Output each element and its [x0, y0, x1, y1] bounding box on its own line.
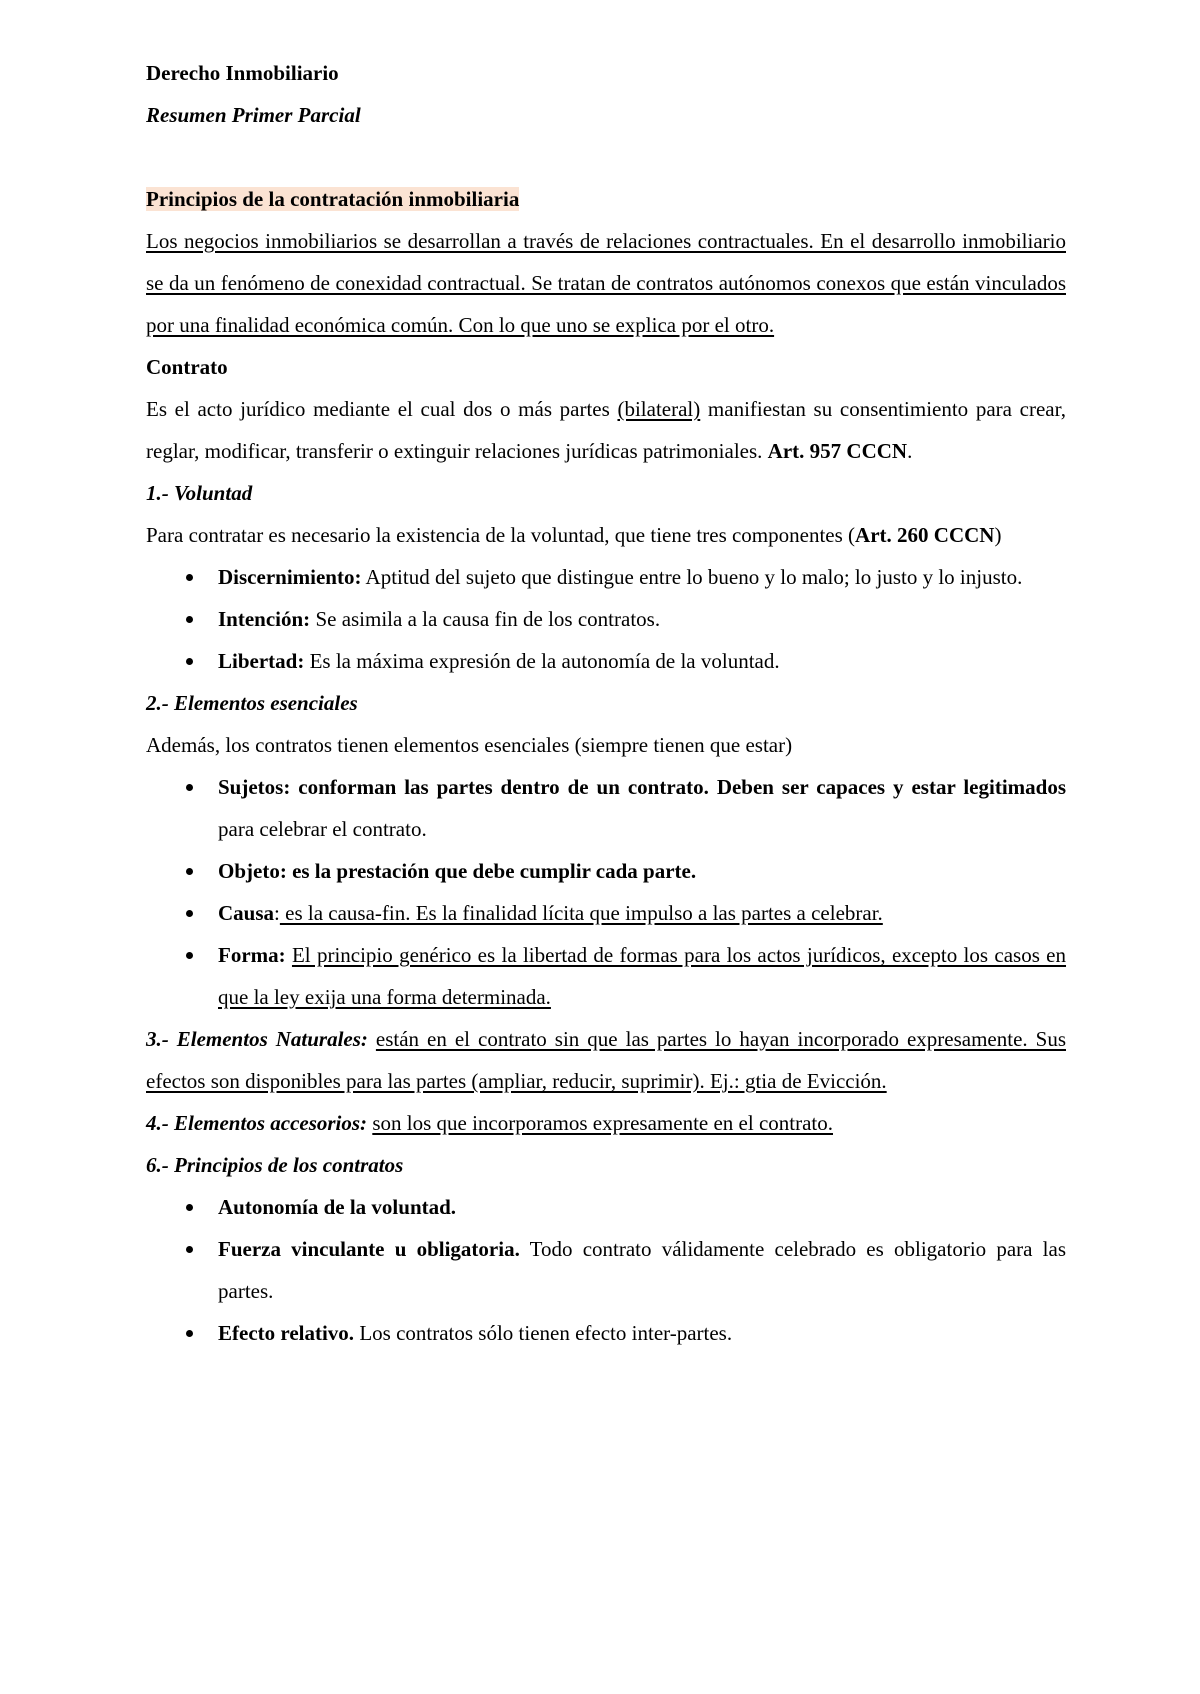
- list-item: Autonomía de la voluntad.: [146, 1186, 1066, 1228]
- list-item: Objeto: es la prestación que debe cumplir cada parte.: [146, 850, 1066, 892]
- list-item: Discernimiento: Aptitud del sujeto que distingue entre lo bueno y lo malo; lo justo y lo injusto.: [146, 556, 1066, 598]
- document-page: [146, 52, 1066, 1354]
- section-paragraph-principios: Los negocios inmobiliarios se desarrollan a través de relaciones contractuales. En el desarrollo inmobiliario se da un fenómeno de conexidad contractual. Se tratan de contratos autónomos conexos que están vinculados por una finalidad económica común. Con lo que uno se explica por el otro.: [146, 229, 1066, 337]
- naturales-paragraph: 3.- Elementos Naturales: están en el contrato sin que las partes lo hayan incorporado expresamente. Sus efectos son disponibles para las partes (ampliar, reducir, suprimir). Ej.: gtia de Evicción.: [146, 1027, 1066, 1093]
- list-item: Forma: El principio genérico es la libertad de formas para los actos jurídicos, excepto los casos en que la ley exija una forma determinada.: [146, 934, 1066, 1018]
- list-item: Causa: es la causa-fin. Es la finalidad lícita que impulso a las partes a celebrar.: [146, 892, 1066, 934]
- list-item: Fuerza vinculante u obligatoria. Todo contrato válidamente celebrado es obligatorio para las partes.: [146, 1228, 1066, 1312]
- principios-list: [146, 1186, 1066, 1354]
- accesorios-paragraph: 4.- Elementos accesorios: son los que incorporamos expresamente en el contrato.: [146, 1111, 833, 1135]
- list-item: Efecto relativo. Los contratos sólo tienen efecto inter-partes.: [146, 1312, 1066, 1354]
- voluntad-list: [146, 556, 1066, 682]
- doc-title: Derecho Inmobiliario: [146, 61, 339, 85]
- section-heading-voluntad: 1.- Voluntad: [146, 481, 253, 505]
- contrato-definition: Es el acto jurídico mediante el cual dos o más partes (bilateral) manifiestan su consentimiento para crear, reglar, modificar, transferir o extinguir relaciones jurídicas patrimoniales. Art. 957 CCCN.: [146, 397, 1066, 463]
- list-item: Intención: Se asimila a la causa fin de los contratos.: [146, 598, 1066, 640]
- spacer: [146, 136, 1066, 178]
- list-item: Libertad: Es la máxima expresión de la autonomía de la voluntad.: [146, 640, 1066, 682]
- doc-subtitle: Resumen Primer Parcial: [146, 103, 361, 127]
- section-heading-esenciales: 2.- Elementos esenciales: [146, 691, 358, 715]
- section-heading-principios-contratos: 6.- Principios de los contratos: [146, 1153, 404, 1177]
- section-heading-contrato: Contrato: [146, 355, 228, 379]
- list-item: Sujetos: conforman las partes dentro de un contrato. Deben ser capaces y estar legitimados para celebrar el contrato.: [146, 766, 1066, 850]
- section-heading-principios: Principios de la contratación inmobiliaria: [146, 187, 520, 211]
- esenciales-intro: Además, los contratos tienen elementos esenciales (siempre tienen que estar): [146, 733, 793, 757]
- esenciales-list: [146, 766, 1066, 1018]
- voluntad-intro: Para contratar es necesario la existencia de la voluntad, que tiene tres componentes (Art. 260 CCCN): [146, 523, 1002, 547]
